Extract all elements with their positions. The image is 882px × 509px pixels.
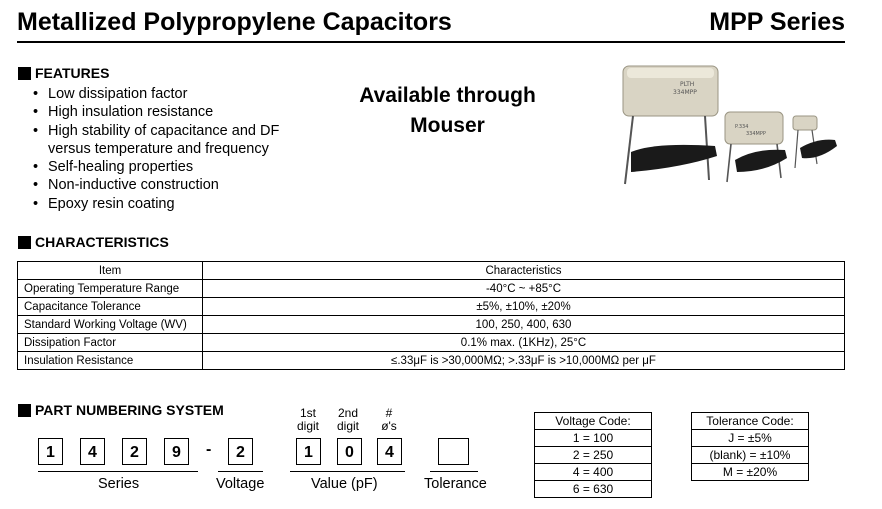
series-digit-box: 2: [122, 438, 147, 465]
table-row: [18, 334, 845, 352]
voltage-code-table: [534, 412, 652, 498]
section-square-icon: [18, 67, 31, 80]
table-row: [18, 298, 845, 316]
row-value: -40°C ~ +85°C: [203, 280, 845, 298]
svg-text:334MPP: 334MPP: [673, 89, 697, 96]
table-row: M = ±20%: [692, 464, 809, 481]
features-list: [33, 85, 279, 213]
voltage-underline: [218, 471, 263, 472]
part-numbering-heading-label: PART NUMBERING SYSTEM: [35, 402, 224, 418]
feature-item-continuation: versus temperature and frequency: [48, 140, 269, 157]
svg-text:P.334: P.334: [735, 124, 749, 130]
row-item: Standard Working Voltage (WV): [18, 316, 203, 334]
table-row: 1 = 100: [535, 430, 652, 447]
row-item: Insulation Resistance: [18, 352, 203, 370]
series-digit-box: 9: [164, 438, 189, 465]
feature-item: • Epoxy resin coating: [33, 195, 175, 212]
part-number-dash: -: [206, 441, 212, 458]
tolerance-code-title: Tolerance Code:: [692, 413, 809, 430]
feature-item: • High insulation resistance: [33, 104, 214, 121]
table-row: [18, 352, 845, 370]
tolerance-code-table: [691, 412, 809, 481]
series-digit-box: 4: [80, 438, 105, 465]
svg-text:334MPP: 334MPP: [746, 131, 766, 137]
value-header-2nd-digit: 2nd digit: [336, 406, 359, 433]
row-value: ±5%, ±10%, ±20%: [203, 298, 845, 316]
table-row: 2 = 250: [535, 447, 652, 464]
row-value: ≤.33μF is >30,000MΩ; >.33μF is >10,000MΩ per μF: [203, 352, 845, 370]
section-square-icon: [18, 236, 31, 249]
value-underline: [290, 471, 405, 472]
series-title: MPP Series: [709, 8, 845, 36]
features-heading-label: FEATURES: [35, 65, 110, 81]
value-digit-box: 1: [296, 438, 321, 465]
tolerance-label: Tolerance: [424, 476, 487, 492]
table-header-row: [18, 262, 845, 280]
tolerance-digit-box: [438, 438, 469, 465]
series-label: Series: [98, 476, 140, 492]
feature-item: • Self-healing properties: [33, 159, 194, 176]
characteristics-heading: [18, 234, 169, 250]
value-digit-box: 0: [337, 438, 362, 465]
feature-item: • Non-inductive construction: [33, 177, 219, 194]
feature-item: • High stability of capacitance and DF: [33, 122, 280, 139]
row-value: 100, 250, 400, 630: [203, 316, 845, 334]
voltage-code-title: Voltage Code:: [535, 413, 652, 430]
value-label: Value (pF): [311, 476, 378, 492]
table-row: 4 = 400: [535, 464, 652, 481]
column-header-item: Item: [18, 262, 203, 280]
section-square-icon: [18, 404, 31, 417]
characteristics-heading-label: CHARACTERISTICS: [35, 234, 169, 250]
row-item: Operating Temperature Range: [18, 280, 203, 298]
row-item: Dissipation Factor: [18, 334, 203, 352]
feature-item: • Low dissipation factor: [33, 86, 188, 102]
voltage-digit-box: 2: [228, 438, 253, 465]
header-divider: [17, 41, 845, 43]
page-title: Metallized Polypropylene Capacitors: [17, 8, 452, 36]
value-header-1st-digit: 1st digit: [296, 406, 319, 433]
svg-text:PLTH: PLTH: [680, 81, 695, 88]
table-row: [18, 280, 845, 298]
row-value: 0.1% max. (1KHz), 25°C: [203, 334, 845, 352]
row-item: Capacitance Tolerance: [18, 298, 203, 316]
table-row: [18, 316, 845, 334]
characteristics-table: [17, 261, 845, 370]
value-header-zeros: # ø's: [381, 406, 397, 433]
capacitors-photo-icon: [605, 60, 855, 190]
column-header-characteristics: Characteristics: [203, 262, 845, 280]
value-digit-box: 4: [377, 438, 402, 465]
series-digit-box: 1: [38, 438, 63, 465]
tolerance-underline: [430, 471, 478, 472]
voltage-label: Voltage: [216, 476, 265, 492]
table-row: 6 = 630: [535, 481, 652, 498]
features-heading: [18, 65, 109, 81]
table-row: (blank) = ±10%: [692, 447, 809, 464]
availability-note: Available through Mouser: [359, 84, 536, 137]
part-numbering-heading: [18, 402, 224, 418]
table-row: J = ±5%: [692, 430, 809, 447]
series-underline: [38, 471, 198, 472]
